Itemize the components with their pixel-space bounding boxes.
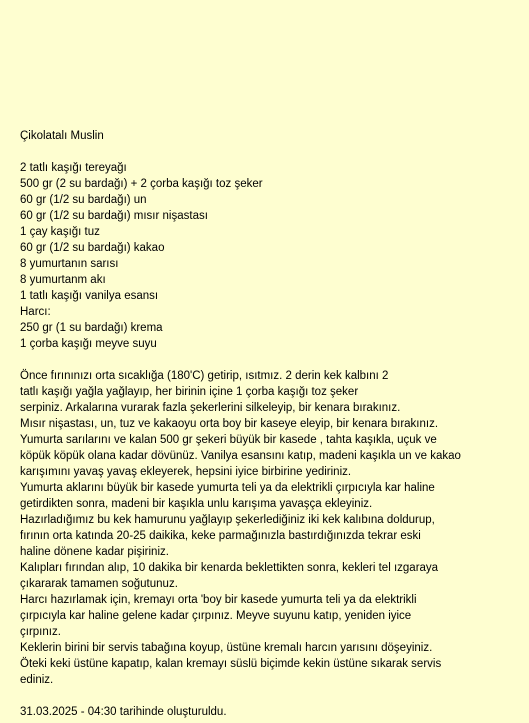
ingredient-line: 60 gr (1/2 su bardağı) kakao xyxy=(20,242,165,254)
instruction-line: fırının orta katında 20-25 daikika, keke parmağınızla bastırdığınızda tekrar eski xyxy=(20,530,421,542)
instruction-line: getirdikten sonra, madeni bir kaşıkla unlu karışıma yavaşça ekleyiniz. xyxy=(20,498,373,510)
ingredient-line: 1 çay kaşığı tuz xyxy=(20,226,100,238)
ingredient-line: 60 gr (1/2 su bardağı) mısır nişastası xyxy=(20,210,208,222)
spacer xyxy=(20,144,520,160)
instruction-line: çırpınız. xyxy=(20,626,61,638)
instruction-line: Yumurta sarılarını ve kalan 500 gr şekeri büyük bir kasede , tahta kaşıkla, uçuk ve xyxy=(20,434,437,446)
instruction-line: Kalıpları fırından alıp, 10 dakika bir kenarda beklettikten sonra, kekleri tel ızgaraya xyxy=(20,562,439,574)
ingredient-line: 2 tatlı kaşığı tereyağı xyxy=(20,162,127,174)
instruction-line: köpük köpük olana kadar dövünüz. Vanilya esansını katıp, madeni kaşıkla un ve kakao xyxy=(20,450,461,462)
instruction-line: Önce fırınınızı orta sıcaklığa (180'C) getirip, ısıtmız. 2 derin kek kalbını 2 xyxy=(20,370,389,382)
ingredient-line: 8 yumurtanm akı xyxy=(20,274,106,286)
instruction-line: karışımını yavaş yavaş ekleyerek, hepsini iyice birbirine yediriniz. xyxy=(20,466,352,478)
instruction-line: Harcı hazırlamak için, kremayı orta 'boy bir kasede yumurta teli ya da elektrikli xyxy=(20,594,417,606)
ingredient-line: 1 çorba kaşığı meyve suyu xyxy=(20,338,157,350)
spacer xyxy=(20,688,520,704)
recipe-document xyxy=(20,128,520,720)
instruction-line: çırpıcıyla kar haline gelene kadar çırpınız. Meyve suyunu katıp, yeniden iyice xyxy=(20,610,412,622)
ingredient-line: 500 gr (2 su bardağı) + 2 çorba kaşığı toz şeker xyxy=(20,178,263,190)
ingredient-line: 60 gr (1/2 su bardağı) un xyxy=(20,194,147,206)
instruction-line: Yumurta aklarını büyük bir kasede yumurta teli ya da elektrikli çırpıcıyla kar haline xyxy=(20,482,435,494)
footer-timestamp: 31.03.2025 - 04:30 tarihinde oluşturuldu. xyxy=(20,706,227,718)
instruction-line: Mısır nişastası, un, tuz ve kakaoyu orta boy bir kaseye eleyip, bir kenara bırakınız. xyxy=(20,418,439,430)
instruction-line: Hazırladığımız bu kek hamurunu yağlayıp şekerlediğiniz iki kek kalıbına doldurup, xyxy=(20,514,435,526)
instruction-line: Keklerin birini bir servis tabağına koyup, üstüne kremalı harcın yarısını döşeyiniz. xyxy=(20,642,433,654)
ingredient-line: Harcı: xyxy=(20,306,51,318)
instruction-line: çıkararak tamamen soğutunuz. xyxy=(20,578,178,590)
instruction-line: serpiniz. Arkalarına vurarak fazla şekerlerini silkeleyip, bir kenara bırakınız. xyxy=(20,402,401,414)
ingredient-line: 250 gr (1 su bardağı) krema xyxy=(20,322,163,334)
instruction-line: Öteki keki üstüne kapatıp, kalan kremayı süslü biçimde kekin üstüne sıkarak servis xyxy=(20,658,442,670)
instructions-text xyxy=(20,368,520,688)
instruction-line: tatlı kaşığı yağla yağlayıp, her birinin içine 1 çorba kaşığı toz şeker xyxy=(20,386,359,398)
spacer xyxy=(20,352,520,368)
ingredients-list xyxy=(20,160,520,352)
instruction-line: ediniz. xyxy=(20,674,54,686)
instruction-line: haline dönene kadar pişiriniz. xyxy=(20,546,169,558)
ingredient-line: 1 tatlı kaşığı vanilya esansı xyxy=(20,290,159,302)
ingredient-line: 8 yumurtanın sarısı xyxy=(20,258,119,270)
recipe-title: Çikolatalı Muslin xyxy=(20,130,104,142)
